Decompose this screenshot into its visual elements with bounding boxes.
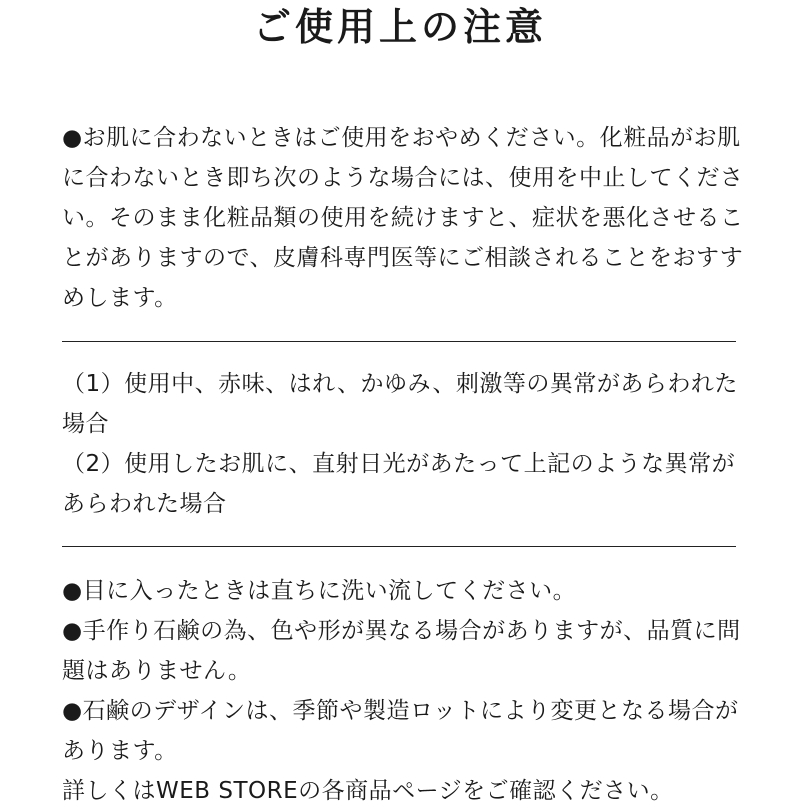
page-title: ご使用上の注意 bbox=[252, 5, 547, 49]
general-caution-paragraph: ●お肌に合わないときはご使用をおやめください。化粧品がお肌に合わないとき即ち次のような場合には、使用を中止してください。そのまま化粧品類の使用を続けますと、症状を悪化させることがありますので、皮膚科専門医等にご相談されることをおすすめします。 bbox=[62, 125, 744, 311]
note-item-handmade: ●手作り石鹸の為、色や形が異なる場合がありますが、品質に問題はありません。 bbox=[62, 618, 741, 684]
general-caution-section bbox=[62, 118, 752, 318]
case-item-1: （1）使用中、赤味、はれ、かゆみ、刺激等の異常があらわれた場合 bbox=[62, 371, 738, 437]
note-item-eyes: ●目に入ったときは直ちに洗い流してください。 bbox=[62, 578, 577, 604]
cases-section bbox=[62, 364, 752, 524]
section-divider-1 bbox=[62, 341, 736, 342]
note-item-design: ●石鹸のデザインは、季節や製造ロットにより変更となる場合があります。 bbox=[62, 698, 739, 764]
section-divider-2 bbox=[62, 546, 736, 547]
notes-section bbox=[62, 571, 752, 811]
case-item-2: （2）使用したお肌に、直射日光があたって上記のような異常があらわれた場合 bbox=[62, 451, 736, 517]
note-item-webstore: 詳しくはWEB STOREの各商品ページをご確認ください。 bbox=[62, 778, 674, 804]
